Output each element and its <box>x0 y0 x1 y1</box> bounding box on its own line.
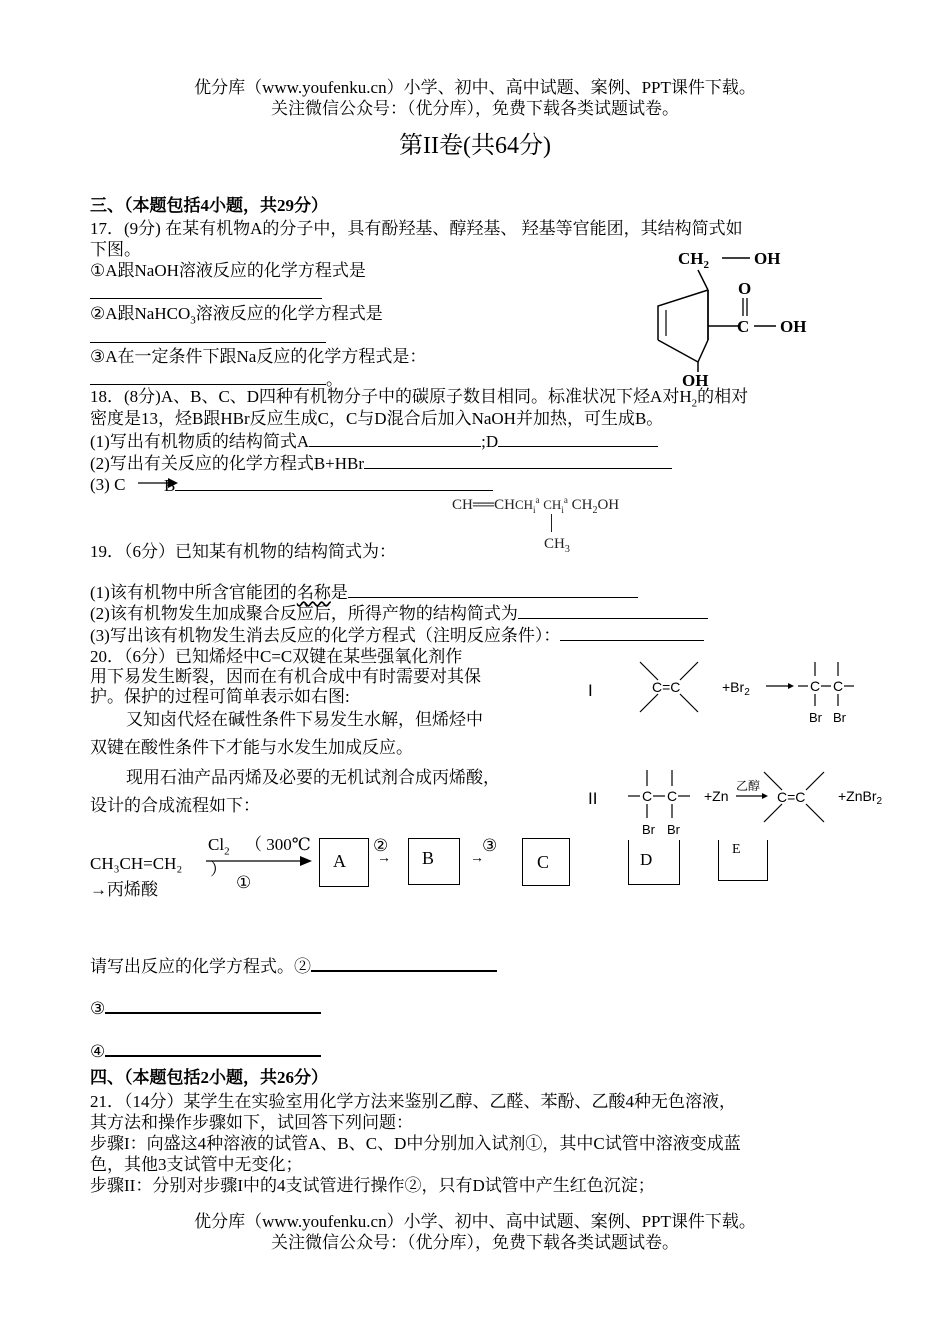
q20-line-2: 用下易发生断裂，因而在有机合成中有时需要对其保 <box>90 667 481 686</box>
flow-box-e <box>718 840 768 881</box>
q17-part-3: ③A在一定条件下跟Na反应的化学方程式是： <box>90 347 427 366</box>
q20-line-6: 现用石油产品丙烯及必要的无机试剂合成丙烯酸， <box>126 768 500 787</box>
scheme-cc-1: C=C <box>652 679 681 695</box>
q17-answer-line-3[interactable] <box>90 384 326 385</box>
q19-question-3: (3)写出该有机物发生消去反应的化学方程式（注明反应条件）： <box>90 625 704 646</box>
flow-step-2: ② <box>373 836 389 855</box>
flow-box-b-label: B <box>422 848 435 868</box>
flow-arrow-2-icon: → <box>377 851 391 866</box>
q19-answer-3[interactable] <box>560 625 704 641</box>
q21-line-3: 步骤I：向盛这4种溶液的试管A、B、C、D中分别加入试剂①，其中C试管中溶液变成蓝 <box>90 1134 741 1153</box>
q20-line-5: 双键在酸性条件下才能与水发生加成反应。 <box>90 738 413 757</box>
q18-line-1: 18．(8分)A、B、C、D四种有机物分子中的碳原子数目相同。标准状况下烃A对$H_2$的相对 <box>90 387 749 410</box>
q21-line-4: 色，其他3支试管中无变化； <box>90 1155 303 1174</box>
scheme-ethanol: 乙醇 <box>736 779 761 793</box>
flow-box-a-label: A <box>333 851 346 871</box>
scheme-roman-1: I <box>588 681 593 700</box>
scheme-br-4: Br <box>667 822 680 837</box>
flow-paren: ） <box>210 860 227 879</box>
q19-structure-bond <box>551 514 552 532</box>
q19-question-2: (2)该有机物发生加成聚合反应后，所得产物的结构简式为 <box>90 603 708 624</box>
carbonyl-o-label: O <box>738 279 752 298</box>
ch2-label: $CH_2$ <box>678 249 709 271</box>
q18-question-2: (2)写出有关反应的化学方程式B+HBr <box>90 453 672 474</box>
q20-answer-3[interactable] <box>105 997 321 1014</box>
q18-answer-a[interactable] <box>309 431 481 447</box>
q20-protection-scheme <box>580 650 910 840</box>
header-line-2: 关注微信公众号：（优分库），免费下载各类试题试卷。 <box>271 99 679 118</box>
q20-ask: 请写出反应的化学方程式。② <box>90 955 497 977</box>
section-4-heading: 四、（本题包括2小题，共26分） <box>90 1068 328 1087</box>
scheme-roman-2: II <box>588 789 598 808</box>
q18-answer-d[interactable] <box>498 431 658 447</box>
q17-part-2: ②A跟NaHCO$_3$溶液反应的化学方程式是 <box>90 304 383 327</box>
flow-step-1: ① <box>236 873 252 892</box>
scheme-c-4: C <box>667 788 678 804</box>
q19-intro: 19．（6分）已知某有机物的结构简式为： <box>90 542 396 561</box>
q18-answer-2[interactable] <box>364 453 672 469</box>
q17-line-1: 17．(9分) 在某有机物A的分子中，具有酚羟基、醇羟基、 羟基等官能团，其结构简式如 <box>90 219 743 238</box>
alcohol-oh-label: OH <box>754 249 781 268</box>
q18-question-3-b: B <box>164 475 493 496</box>
flow-box-d <box>628 840 680 885</box>
scheme-br-1: Br <box>809 710 822 725</box>
flow-end: →丙烯酸 <box>90 880 158 899</box>
flow-condition: （ 300℃ <box>245 835 311 854</box>
flow-box-d-label: D <box>640 850 653 869</box>
q21-line-1: 21．（14分）某学生在实验室用化学方法来鉴别乙醇、乙醛、苯酚、乙酸4种无色溶液， <box>90 1092 736 1111</box>
flow-step-3: ③ <box>482 836 498 855</box>
q17-structure-diagram <box>640 240 840 388</box>
scheme-zn: +Zn <box>704 788 729 804</box>
q17-answer-line-2[interactable] <box>90 342 326 343</box>
q20-line-7: 设计的合成流程如下： <box>90 796 260 815</box>
footer-line-1: 优分库（www.youfenku.cn）小学、初中、高中试题、案例、PPT课件下载。 <box>194 1212 756 1231</box>
scheme-c-1: C <box>810 678 821 694</box>
section-3-heading: 三、（本题包括4小题，共29分） <box>90 196 328 215</box>
flow-cl2: $Cl_2$ <box>208 835 230 858</box>
q19-question-1: (1)该有机物中所含官能团的名称是 <box>90 582 638 603</box>
q17-end-mark: 。 <box>326 370 343 389</box>
scheme-cc-2: C=C <box>777 789 806 805</box>
scheme-c-3: C <box>642 788 653 804</box>
q21-line-2: 其方法和操作步骤如下，试回答下列问题： <box>90 1113 413 1132</box>
q20-answer-4[interactable] <box>105 1040 321 1057</box>
q20-line-3: 护。保护的过程可简单表示如右图: <box>90 687 350 706</box>
q18-question-3: (3) C <box>90 475 126 494</box>
q19-answer-1[interactable] <box>348 582 638 598</box>
flow-start: CH₃CH=CH₂ <box>90 854 183 873</box>
footer-line-2: 关注微信公众号：（优分库），免费下载各类试题试卷。 <box>271 1233 679 1252</box>
carboxyl-c-label: C <box>737 317 750 336</box>
q17-part-1: ①A跟NaOH溶液反应的化学方程式是 <box>90 261 366 280</box>
flow-box-c-label: C <box>537 852 550 872</box>
scheme-br-3: Br <box>642 822 655 837</box>
q18-question-1: (1)写出有机物质的结构简式A ;D <box>90 431 658 452</box>
carboxyl-oh-label: OH <box>780 317 807 336</box>
q18-answer-3[interactable] <box>175 475 493 491</box>
scheme-br2: $+Br_2$ <box>722 679 750 698</box>
q21-line-5: 步骤II：分别对步骤I中的4支试管进行操作②，只有D试管中产生红色沉淀； <box>90 1176 655 1195</box>
flow-arrow-1-icon <box>206 853 314 869</box>
q20-ans-4: ④ <box>90 1040 321 1062</box>
q20-line-4: 又知卤代烃在碱性条件下易发生水解，但烯烃中 <box>126 710 483 729</box>
scheme-znbr2: +ZnBr$_2$ <box>838 788 883 807</box>
scheme-br-2: Br <box>833 710 846 725</box>
q19-structure: $CH══CHCH_i^a$ $CH_i^a$ $CH_2OH$ <box>452 495 620 516</box>
header-line-1: 优分库（www.youfenku.cn）小学、初中、高中试题、案例、PPT课件下载。 <box>194 78 756 97</box>
flow-arrow-3-icon: → <box>470 851 484 866</box>
phenol-oh-label: OH <box>682 371 709 388</box>
q18-line-2: 密度是13，烃B跟HBr反应生成C，C与D混合后加入NaOH并加热，可生成B。 <box>90 409 664 428</box>
flow-box-e-label: E <box>732 842 741 856</box>
q20-line-1: 20．（6分）已知烯烃中C=C双键在某些强氧化剂作 <box>90 647 463 666</box>
page-title: 第II卷(共64分) <box>399 133 551 159</box>
q20-answer-2[interactable] <box>311 955 497 972</box>
q19-answer-2[interactable] <box>518 603 708 619</box>
q17-line-2: 下图。 <box>90 240 141 259</box>
q19-structure-ch3: $CH_3$ <box>544 536 570 555</box>
scheme-c-2: C <box>833 678 844 694</box>
q20-ans-3: ③ <box>90 997 321 1019</box>
q17-answer-line-1[interactable] <box>90 298 322 299</box>
